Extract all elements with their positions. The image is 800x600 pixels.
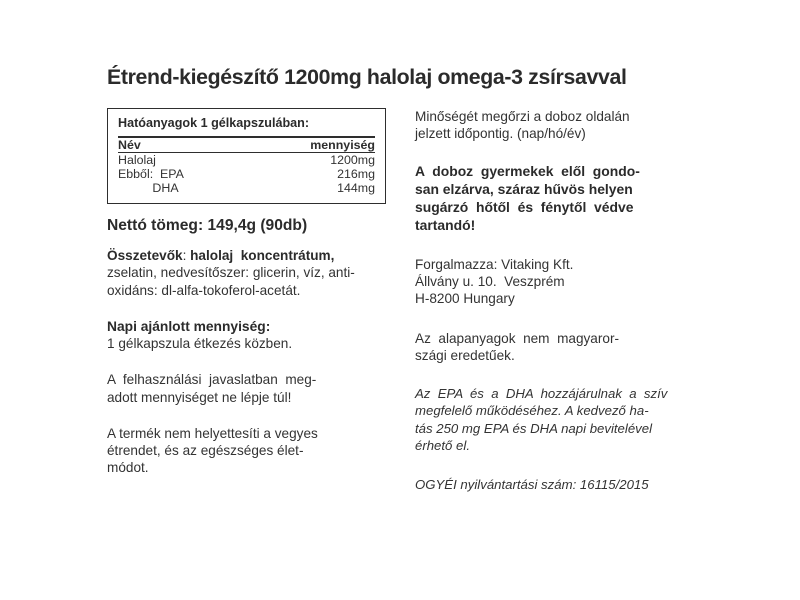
dose-warning-line-2: adott mennyiséget ne lépje túl! (107, 389, 292, 405)
dosage-heading: Napi ajánlott mennyiség: (107, 318, 271, 334)
storage-warning-block (415, 162, 705, 234)
ingredients-first-item: halolaj koncentrátum, (190, 248, 335, 264)
health-claim-line-4: érhető el. (415, 438, 470, 454)
origin-line-2: szági eredetűek. (415, 347, 515, 363)
ingredients-line-3: oxidáns: dl-alfa-tokoferol-acetát. (107, 282, 301, 298)
ingredients-line-2: zselatin, nedvesítőszer: glicerin, víz, anti- (107, 265, 355, 281)
health-claim-line-2: megfelelő működéséhez. A kedvező ha- (415, 403, 649, 419)
table-caption: Hatóanyagok 1 gélkapszulában: (118, 116, 310, 130)
net-weight: Nettó tömeg: 149,4g (90db) (107, 217, 308, 235)
health-claim-line-3: tás 250 mg EPA és DHA napi bevitelével (415, 420, 653, 436)
best-before-block (415, 108, 705, 143)
health-claim-line-1: Az EPA és a DHA hozzájárulnak a szív (415, 386, 668, 402)
storage-warning-line-2: san elzárva, száraz hűvös helyen (415, 180, 633, 197)
registration-number: OGYÉI nyilvántartási szám: 16115/2015 (415, 476, 649, 492)
ingredient-table (118, 138, 375, 152)
column-header-name: Név (118, 138, 141, 153)
diet-notice-line-3: módot. (107, 460, 149, 476)
diet-notice-line-2: étrendet, és az egészséges élet- (107, 443, 304, 459)
storage-warning-line-4: tartandó! (415, 216, 476, 233)
ingredients-block (107, 247, 392, 299)
distributor-line-3: H-8200 Hungary (415, 291, 515, 307)
row-amount: 144mg (337, 181, 375, 196)
row-amount: 1200mg (330, 153, 375, 168)
table-header-row (118, 138, 375, 152)
storage-warning-line-3: sugárzó hőtől és fénytől védve (415, 198, 634, 215)
ingredient-table-body (118, 153, 375, 195)
ingredients-label: Összetevők (107, 248, 183, 264)
distributor-line-1: Forgalmazza: Vitaking Kft. (415, 256, 574, 272)
row-name: DHA (118, 181, 179, 196)
ingredients-line-1 (107, 247, 392, 264)
dose-warning-block (107, 371, 392, 406)
dosage-line-1: 1 gélkapszula étkezés közben. (107, 336, 293, 352)
nutrition-facts-table (107, 108, 386, 204)
column-header-amount: mennyiség (310, 138, 375, 153)
dose-warning-line-1: A felhasználási javaslatban meg- (107, 372, 317, 388)
row-amount: 216mg (337, 167, 375, 182)
dosage-block (107, 318, 392, 352)
diet-notice-line-1: A termék nem helyettesíti a vegyes (107, 425, 318, 441)
table-row (118, 167, 375, 181)
diet-notice-block (107, 425, 392, 477)
origin-block (415, 330, 705, 365)
best-before-line-1: Minőségét megőrzi a doboz oldalán (415, 109, 630, 124)
origin-line-1: Az alapanyagok nem magyaror- (415, 330, 620, 346)
health-claim-block (415, 385, 705, 455)
table-row (118, 153, 375, 167)
row-name: Ebből: EPA (118, 167, 184, 182)
storage-warning-line-1: A doboz gyermekek elől gondo- (415, 162, 640, 179)
table-row (118, 181, 375, 195)
distributor-block (415, 256, 705, 308)
left-column (107, 108, 392, 477)
best-before-line-2: jelzett időpontig. (nap/hó/év) (415, 126, 586, 142)
distributor-line-2: Állvány u. 10. Veszprém (415, 274, 565, 290)
ingredients-label-suffix: : (182, 248, 191, 264)
page-title: Étrend-kiegészítő 1200mg halolaj omega-3 zsírsavval (107, 65, 627, 89)
row-name: Halolaj (118, 153, 156, 168)
right-column (415, 108, 705, 493)
